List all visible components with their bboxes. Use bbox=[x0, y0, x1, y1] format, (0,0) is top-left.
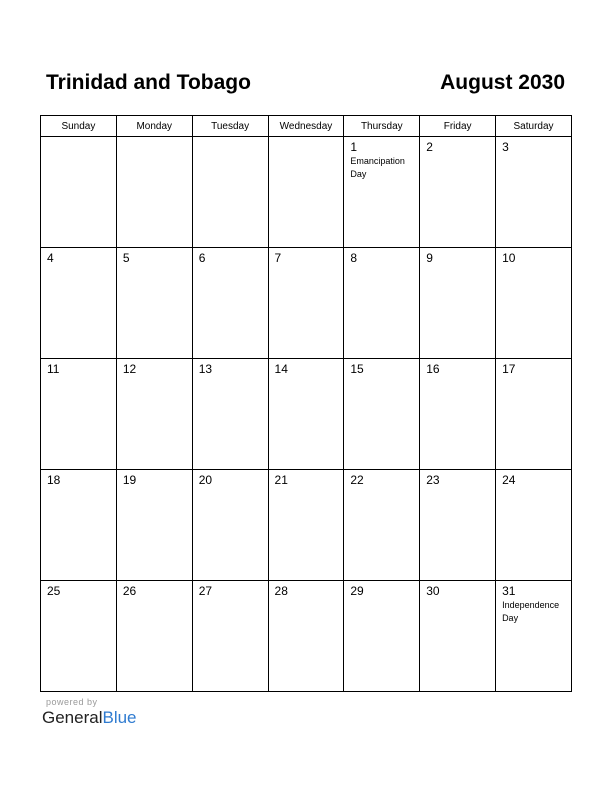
day-cell bbox=[496, 359, 572, 470]
weekday-header: Wednesday bbox=[268, 116, 344, 137]
day-cell bbox=[192, 581, 268, 692]
day-cell bbox=[41, 359, 117, 470]
day-cell bbox=[41, 470, 117, 581]
day-cell bbox=[192, 137, 268, 248]
week-row bbox=[41, 470, 572, 581]
footer-branding bbox=[42, 697, 137, 728]
day-number: 18 bbox=[47, 473, 61, 487]
day-cell bbox=[496, 137, 572, 248]
day-number: 21 bbox=[274, 473, 288, 487]
day-number: 6 bbox=[198, 251, 206, 265]
weekday-header: Saturday bbox=[496, 116, 572, 137]
day-cell bbox=[41, 248, 117, 359]
day-number: 28 bbox=[274, 584, 288, 598]
day-number: 16 bbox=[426, 362, 440, 376]
day-cell bbox=[116, 137, 192, 248]
week-row bbox=[41, 248, 572, 359]
day-cell bbox=[116, 359, 192, 470]
day-cell bbox=[192, 248, 268, 359]
day-cell bbox=[420, 137, 496, 248]
day-number: 30 bbox=[426, 584, 440, 598]
day-cell bbox=[268, 248, 344, 359]
day-number: 14 bbox=[274, 362, 288, 376]
day-cell bbox=[192, 359, 268, 470]
day-cell bbox=[116, 470, 192, 581]
day-cell bbox=[116, 248, 192, 359]
day-cell bbox=[344, 581, 420, 692]
day-cell bbox=[496, 248, 572, 359]
calendar-grid bbox=[40, 115, 572, 692]
day-cell bbox=[268, 137, 344, 248]
day-cell bbox=[192, 470, 268, 581]
calendar-month-title: August 2030 bbox=[440, 71, 565, 94]
day-number: 3 bbox=[502, 140, 509, 154]
day-cell bbox=[344, 248, 420, 359]
holiday-label: Independence Day bbox=[502, 600, 560, 623]
day-number: 9 bbox=[426, 251, 433, 265]
week-row bbox=[41, 359, 572, 470]
day-cell bbox=[116, 581, 192, 692]
week-row bbox=[41, 581, 572, 692]
day-number: 27 bbox=[198, 584, 213, 598]
day-cell bbox=[41, 581, 117, 692]
day-cell bbox=[344, 137, 420, 248]
day-cell bbox=[268, 470, 344, 581]
day-cell bbox=[420, 581, 496, 692]
weekday-header: Sunday bbox=[41, 116, 117, 137]
day-cell bbox=[41, 137, 117, 248]
day-number: 11 bbox=[47, 362, 60, 376]
day-number: 10 bbox=[502, 251, 516, 265]
day-number: 4 bbox=[47, 251, 54, 265]
generalblue-logo[interactable] bbox=[42, 708, 137, 728]
day-cell bbox=[344, 359, 420, 470]
brand-name-part2: Blue bbox=[102, 708, 137, 727]
day-cell bbox=[420, 470, 496, 581]
day-cell bbox=[496, 581, 572, 692]
day-number: 20 bbox=[198, 473, 213, 487]
day-number: 5 bbox=[122, 251, 130, 265]
day-number: 7 bbox=[274, 251, 282, 265]
day-number: 8 bbox=[350, 251, 358, 265]
day-number: 19 bbox=[122, 473, 137, 487]
day-number: 31 bbox=[502, 584, 516, 598]
day-number: 26 bbox=[122, 584, 137, 598]
weekday-header: Thursday bbox=[344, 116, 420, 137]
day-number: 25 bbox=[47, 584, 61, 598]
day-number: 29 bbox=[350, 584, 364, 598]
day-number: 2 bbox=[426, 140, 433, 154]
weekday-header: Friday bbox=[420, 116, 496, 137]
day-number: 22 bbox=[350, 473, 364, 487]
day-number: 13 bbox=[198, 362, 213, 376]
powered-by-text: powered by bbox=[46, 697, 98, 707]
day-number: 12 bbox=[122, 362, 137, 376]
weekday-header: Tuesday bbox=[192, 116, 268, 137]
day-cell bbox=[420, 248, 496, 359]
calendar-country-title: Trinidad and Tobago bbox=[46, 71, 251, 94]
day-cell bbox=[268, 581, 344, 692]
day-cell bbox=[268, 359, 344, 470]
day-number: 17 bbox=[502, 362, 516, 376]
day-cell bbox=[496, 470, 572, 581]
day-cell bbox=[420, 359, 496, 470]
weekday-header-row bbox=[41, 116, 572, 137]
brand-name-part1: General bbox=[42, 708, 103, 727]
day-number: 24 bbox=[502, 473, 516, 487]
day-number: 23 bbox=[426, 473, 440, 487]
week-row bbox=[41, 137, 572, 248]
holiday-label: Emancipation Day bbox=[350, 156, 405, 179]
day-cell bbox=[344, 470, 420, 581]
day-number: 15 bbox=[350, 362, 364, 376]
day-number: 1 bbox=[350, 140, 358, 154]
weekday-header: Monday bbox=[116, 116, 192, 137]
